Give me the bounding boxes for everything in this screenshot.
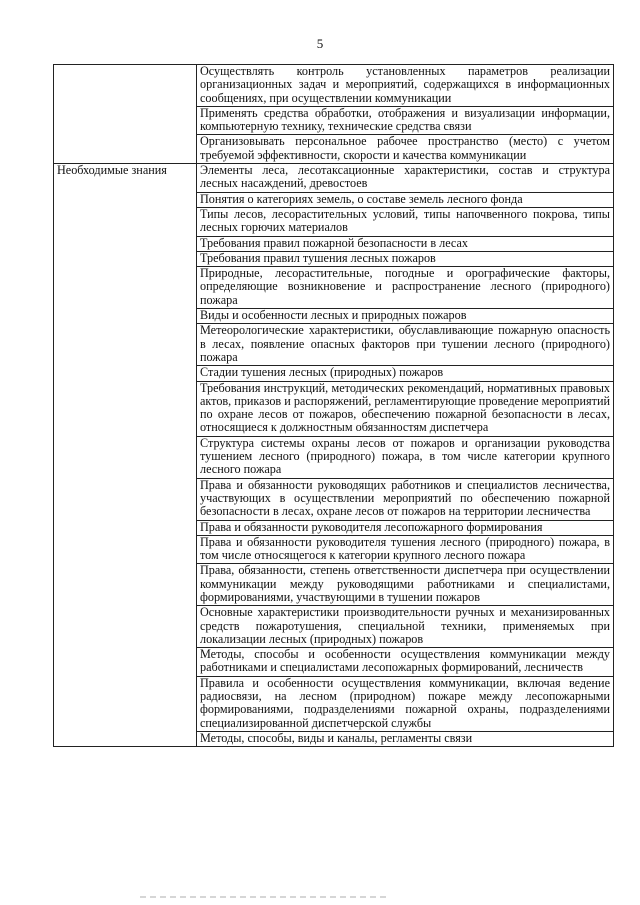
table-cell: Природные, лесорастительные, погодные и орографические факторы, определяющие возникновение и распространение лесного (природного) пожара xyxy=(197,267,614,309)
table-row xyxy=(54,65,614,107)
table-cell: Требования правил пожарной безопасности в лесах xyxy=(197,236,614,251)
page-number: 5 xyxy=(316,36,324,51)
scan-artifact-line xyxy=(140,896,390,898)
table-cell: Права, обязанности, степень ответственности диспетчера при осуществлении коммуникации между руководящими работниками и специалистами, формированиями, участвующими в тушении пожаров xyxy=(197,564,614,606)
table-cell: Методы, способы, виды и каналы, регламенты связи xyxy=(197,731,614,746)
table-cell: Права и обязанности руководителя тушения лесного (природного) пожара, в том числе относящегося к категории крупного лесного пожара xyxy=(197,535,614,564)
table-cell: Требования правил тушения лесных пожаров xyxy=(197,251,614,266)
requirements-table-body xyxy=(54,65,614,747)
table-cell: Понятия о категориях земель, о составе земель лесного фонда xyxy=(197,192,614,207)
knowledge-label-cell: Необходимые знания xyxy=(54,164,197,747)
table-cell: Элементы леса, лесотаксационные характеристики, состав и структура лесных насаждений, древостоев xyxy=(197,164,614,193)
table-cell: Стадии тушения лесных (природных) пожаров xyxy=(197,366,614,381)
table-cell: Виды и особенности лесных и природных пожаров xyxy=(197,309,614,324)
table-cell: Организовывать персональное рабочее пространство (место) с учетом требуемой эффективности, скорости и качества коммуникации xyxy=(197,135,614,164)
table-cell: Осуществлять контроль установленных параметров реализации организационных задач и мероприятий, содержащихся в информационных сообщениях, при осуществлении коммуникации xyxy=(197,65,614,107)
table-cell: Структура системы охраны лесов от пожаров и организации руководства тушением лесного (природного) пожара, в том числе категории крупного лесного пожара xyxy=(197,436,614,478)
table-cell: Метеорологические характеристики, обуславливающие пожарную опасность в лесах, появление опасных факторов при тушении лесного (природного) пожара xyxy=(197,324,614,366)
table-row xyxy=(54,164,614,193)
table-cell: Типы лесов, лесорастительных условий, типы напочвенного покрова, типы лесных горючих материалов xyxy=(197,207,614,236)
table-cell: Основные характеристики производительности ручных и механизированных средств пожаротушения, специальной техники, применяемых при локализации лесных (природных) пожаров xyxy=(197,606,614,648)
table-cell: Требования инструкций, методических рекомендаций, нормативных правовых актов, приказов и распоряжений, регламентирующие проведение мероприятий по охране лесов от пожаров, обеспечению пожарной безопасности в лесах, относящиеся к должностным обязанностям диспетчера xyxy=(197,381,614,436)
empty-label-cell xyxy=(54,65,197,164)
table-cell: Права и обязанности руководителя лесопожарного формирования xyxy=(197,520,614,535)
table-cell: Методы, способы и особенности осуществления коммуникации между работниками и специалистами лесопожарных формирований, лесничеств xyxy=(197,648,614,677)
requirements-table xyxy=(53,64,614,747)
table-cell: Применять средства обработки, отображения и визуализации информации, компьютерную технику, технические средства связи xyxy=(197,106,614,135)
table-cell: Права и обязанности руководящих работников и специалистов лесничества, участвующих в осуществлении мероприятий по обеспечению пожарной безопасности в лесах, охране лесов от пожаров на территории лесничества xyxy=(197,478,614,520)
table-cell: Правила и особенности осуществления коммуникации, включая ведение радиосвязи, на лесном (природном) пожаре между лесопожарными формированиями, подразделениями пожарной охраны, подразделениями специализированной диспетчерской службы xyxy=(197,676,614,731)
